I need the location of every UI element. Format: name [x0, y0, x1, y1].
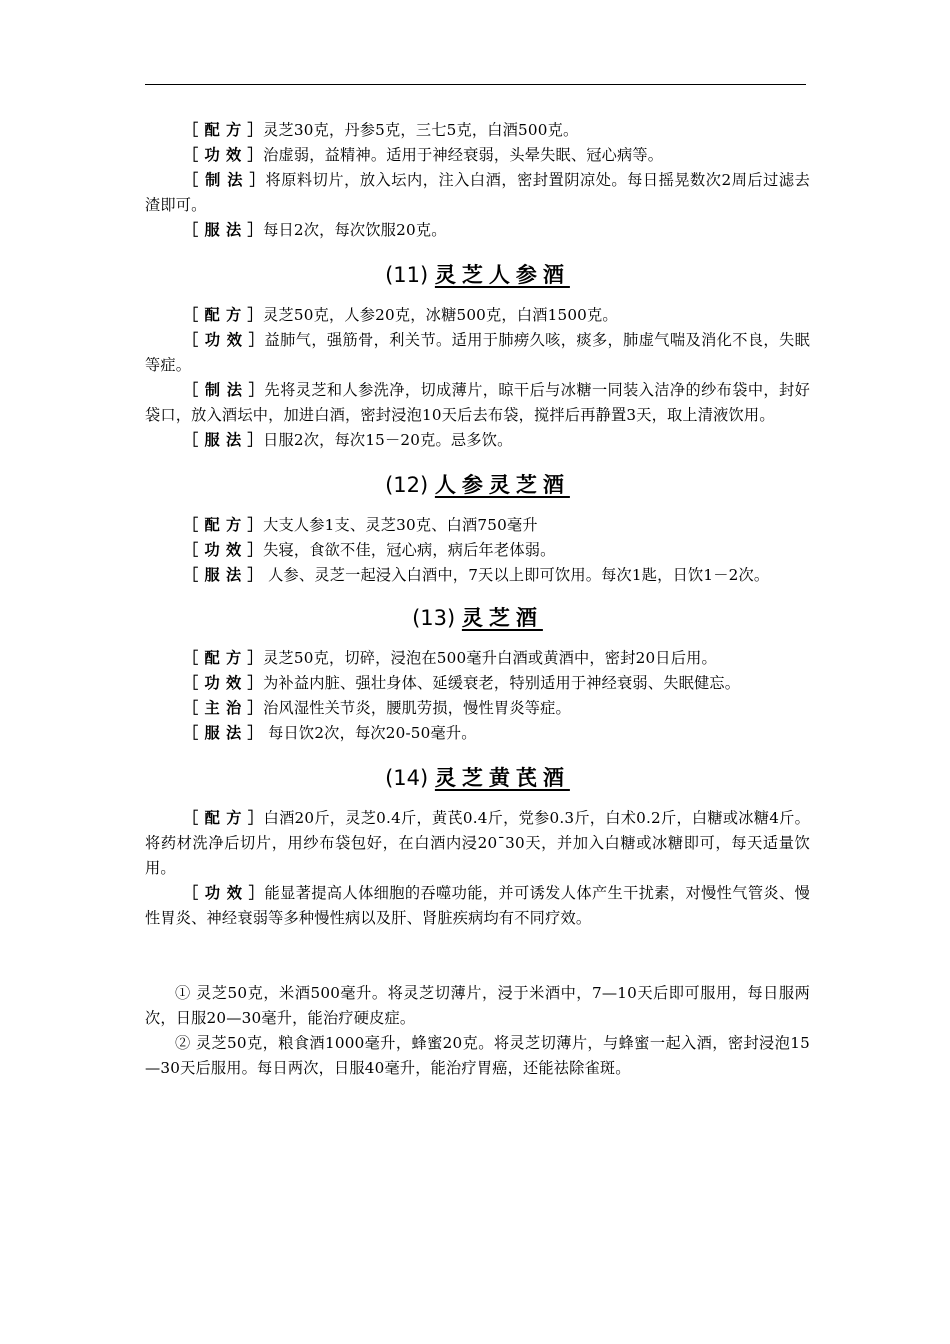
paragraph-formula: [145, 513, 810, 538]
paragraph-effect: [145, 881, 810, 931]
label: ［ 配 方 ］: [183, 121, 264, 139]
label: ［ 主 治 ］: [183, 699, 264, 717]
paragraph-text: 失寝，食欲不佳，冠心病，病后年老体弱。: [263, 541, 556, 559]
paragraph-text: 益肺气，强筋骨，利关节。适用于肺痨久咳，痰多，肺虚气喘及消化不良，失眠等症。: [145, 331, 811, 374]
paragraph-text: 人参、灵芝一起浸入白酒中，7天以上即可饮用。每次1匙，日饮1－2次。: [263, 566, 770, 584]
label: ［ 服 法 ］: [183, 724, 264, 742]
paragraph-dosage: [145, 563, 810, 588]
section-name: 灵芝人参酒: [434, 262, 570, 287]
section-name: 灵芝黄芪酒: [434, 765, 570, 790]
section-number: (12): [385, 473, 429, 497]
paragraph-dosage: [145, 218, 810, 243]
paragraph-formula: [145, 646, 810, 671]
paragraph-effect: [145, 538, 810, 563]
label: ［ 功 效 ］: [183, 331, 265, 349]
paragraph-text: 每日饮2次，每次20-50毫升。: [263, 724, 477, 742]
paragraph-effect: [145, 143, 810, 168]
paragraph-text: 治虚弱，益精神。适用于神经衰弱，头晕失眠、冠心病等。: [263, 146, 664, 164]
paragraph-text: 为补益内脏、强壮身体、延缓衰老，特别适用于神经衰弱、失眠健忘。: [263, 674, 741, 692]
paragraph-text: 日服2次，每次15－20克。忌多饮。: [263, 431, 513, 449]
label: ［ 制 法 ］: [183, 171, 266, 189]
label: ［ 配 方 ］: [183, 809, 264, 827]
section-number: (13): [412, 606, 456, 630]
document-body: [145, 118, 810, 1081]
section-title-11: [145, 259, 810, 289]
section-title-13: [145, 602, 810, 632]
paragraph-dosage: [145, 721, 810, 746]
paragraph-text: 灵芝30克，丹参5克，三七5克，白酒500克。: [263, 121, 579, 139]
paragraph-formula: [145, 303, 810, 328]
paragraph-text: 将原料切片，放入坛内，注入白酒，密封置阴凉处。每日摇晃数次2周后过滤去渣即可。: [145, 171, 810, 214]
label: ［ 服 法 ］: [183, 221, 264, 239]
note-paragraph-2: ② 灵芝50克，粮食酒1000毫升，蜂蜜20克。将灵芝切薄片，与蜂蜜一起入酒，密封浸泡15—30天后服用。每日两次，日服40毫升，能治疗胃癌，还能祛除雀斑。: [145, 1034, 810, 1077]
section-number: (11): [385, 263, 429, 287]
section-name: 人参灵芝酒: [434, 472, 570, 497]
paragraph-indication: [145, 696, 810, 721]
header-rule: [145, 84, 806, 85]
note-paragraph-1: ① 灵芝50克，米酒500毫升。将灵芝切薄片，浸于米酒中，7—10天后即可服用，每日服两次，日服20—30毫升，能治疗硬皮症。: [145, 984, 810, 1027]
paragraph-text: 白酒20斤，灵芝0.4斤，黄芪0.4斤，党参0.3斤，白术0.2斤，白糖或冰糖4斤。将药材洗净后切片，用纱布袋包好，在白酒内浸20¯30天，并加入白糖或冰糖即可，每天适量饮用。: [145, 809, 810, 877]
label: ［ 服 法 ］: [183, 431, 264, 449]
section-name: 灵芝酒: [461, 605, 543, 630]
paragraph-effect: [145, 671, 810, 696]
paragraph-text: 灵芝50克，切碎，浸泡在500毫升白酒或黄酒中，密封20日后用。: [263, 649, 717, 667]
paragraph-formula: [145, 806, 810, 881]
paragraph-text: 每日2次，每次饮服20克。: [263, 221, 447, 239]
paragraph-text: 先将灵芝和人参洗净，切成薄片，晾干后与冰糖一同装入洁净的纱布袋中，封好袋口，放入酒坛中，加进白酒，密封浸泡10天后去布袋，搅拌后再静置3天，取上清液饮用。: [145, 381, 811, 424]
label: ［ 功 效 ］: [183, 146, 264, 164]
paragraph-dosage: [145, 428, 810, 453]
section-number: (14): [385, 766, 429, 790]
paragraph-formula: [145, 118, 810, 143]
paragraph-text: 治风湿性关节炎，腰肌劳损，慢性胃炎等症。: [263, 699, 571, 717]
paragraph-text: 大支人参1支、灵芝30克、白酒750毫升: [263, 516, 538, 534]
label: ［ 配 方 ］: [183, 306, 264, 324]
section-title-14: [145, 762, 810, 792]
label: ［ 配 方 ］: [183, 516, 264, 534]
section-title-12: [145, 469, 810, 499]
label: ［ 功 效 ］: [183, 884, 265, 902]
label: ［ 配 方 ］: [183, 649, 264, 667]
paragraph-method: [145, 168, 810, 218]
label: ［ 功 效 ］: [183, 674, 264, 692]
label: ［ 服 法 ］: [183, 566, 264, 584]
label: ［ 功 效 ］: [183, 541, 264, 559]
paragraph-text: 能显著提高人体细胞的吞噬功能，并可诱发人体产生干扰素，对慢性气管炎、慢性胃炎、神经衰弱等多种慢性病以及肝、肾脏疾病均有不同疗效。: [145, 884, 811, 927]
paragraph-text: 灵芝50克，人参20克，冰糖500克，白酒1500克。: [263, 306, 618, 324]
label: ［ 制 法 ］: [183, 381, 265, 399]
paragraph-effect: [145, 328, 810, 378]
paragraph-method: [145, 378, 810, 428]
